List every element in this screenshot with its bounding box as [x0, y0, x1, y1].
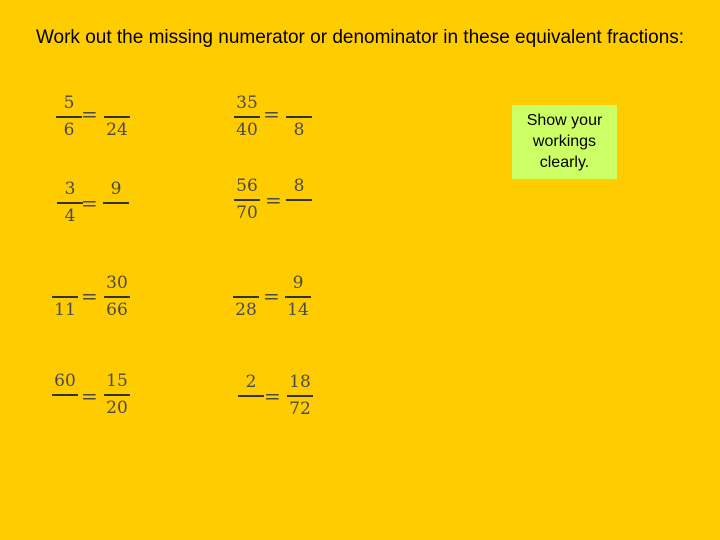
- denominator: 8: [293, 120, 305, 140]
- fraction-bar: [287, 395, 313, 397]
- denominator: 11: [54, 300, 76, 320]
- denominator: [236, 398, 266, 420]
- fraction-right: [101, 178, 131, 228]
- fraction-bar: [104, 394, 130, 396]
- fraction-right: [102, 272, 132, 322]
- denominator: 40: [236, 120, 258, 140]
- denominator: [101, 205, 131, 227]
- numerator: 60: [54, 371, 76, 391]
- fraction-left: [50, 370, 80, 420]
- denominator: [50, 397, 80, 419]
- fraction-left: [232, 175, 262, 225]
- numerator: 8: [293, 176, 305, 196]
- denominator: 4: [64, 206, 76, 226]
- fraction-right: [102, 370, 132, 420]
- denominator: 28: [235, 300, 257, 320]
- fraction-left: [236, 371, 266, 421]
- numerator: 9: [292, 273, 304, 293]
- fraction-bar: [104, 116, 130, 118]
- equals-sign: =: [81, 284, 98, 308]
- equals-sign: =: [265, 188, 282, 212]
- denominator: 66: [106, 300, 128, 320]
- numerator: [50, 272, 80, 294]
- fraction-right: [283, 272, 313, 322]
- fraction-right: [284, 92, 314, 142]
- numerator: 56: [236, 176, 258, 196]
- fraction-right: [102, 92, 132, 142]
- equals-sign: =: [81, 191, 98, 215]
- fraction-bar: [234, 199, 260, 201]
- numerator: 35: [236, 93, 258, 113]
- fraction-bar: [52, 394, 78, 396]
- instruction-title: Work out the missing numerator or denominator in these equivalent fractions:: [35, 27, 685, 48]
- numerator: 18: [289, 372, 311, 392]
- fraction-bar: [56, 116, 82, 118]
- fraction-bar: [234, 116, 260, 118]
- equals-sign: =: [81, 102, 98, 126]
- fraction-left: [232, 92, 262, 142]
- denominator: 14: [287, 300, 309, 320]
- numerator: [102, 92, 132, 114]
- fraction-bar: [286, 199, 312, 201]
- fraction-bar: [233, 296, 259, 298]
- fraction-bar: [238, 395, 264, 397]
- numerator: [231, 272, 261, 294]
- fraction-left: [231, 272, 261, 322]
- numerator: 15: [106, 371, 128, 391]
- fraction-bar: [103, 202, 129, 204]
- numerator: 30: [106, 273, 128, 293]
- fraction-right: [284, 175, 314, 225]
- equals-sign: =: [264, 384, 281, 408]
- fraction-bar: [57, 202, 83, 204]
- fraction-bar: [52, 296, 78, 298]
- numerator: 3: [64, 179, 76, 199]
- numerator: 9: [110, 179, 122, 199]
- denominator: 70: [236, 203, 258, 223]
- fraction-bar: [285, 296, 311, 298]
- denominator: 20: [106, 398, 128, 418]
- equals-sign: =: [263, 284, 280, 308]
- equals-sign: =: [81, 384, 98, 408]
- denominator: 72: [289, 399, 311, 419]
- denominator: 6: [63, 120, 75, 140]
- fraction-left: [54, 92, 84, 142]
- equals-sign: =: [263, 102, 280, 126]
- numerator: 2: [245, 372, 257, 392]
- fraction-bar: [104, 296, 130, 298]
- numerator: [284, 92, 314, 114]
- denominator: 24: [106, 120, 128, 140]
- workings-note: Show your workings clearly.: [512, 105, 617, 179]
- fraction-right: [285, 371, 315, 421]
- numerator: 5: [63, 93, 75, 113]
- fraction-left: [50, 272, 80, 322]
- fraction-bar: [286, 116, 312, 118]
- denominator: [284, 202, 314, 224]
